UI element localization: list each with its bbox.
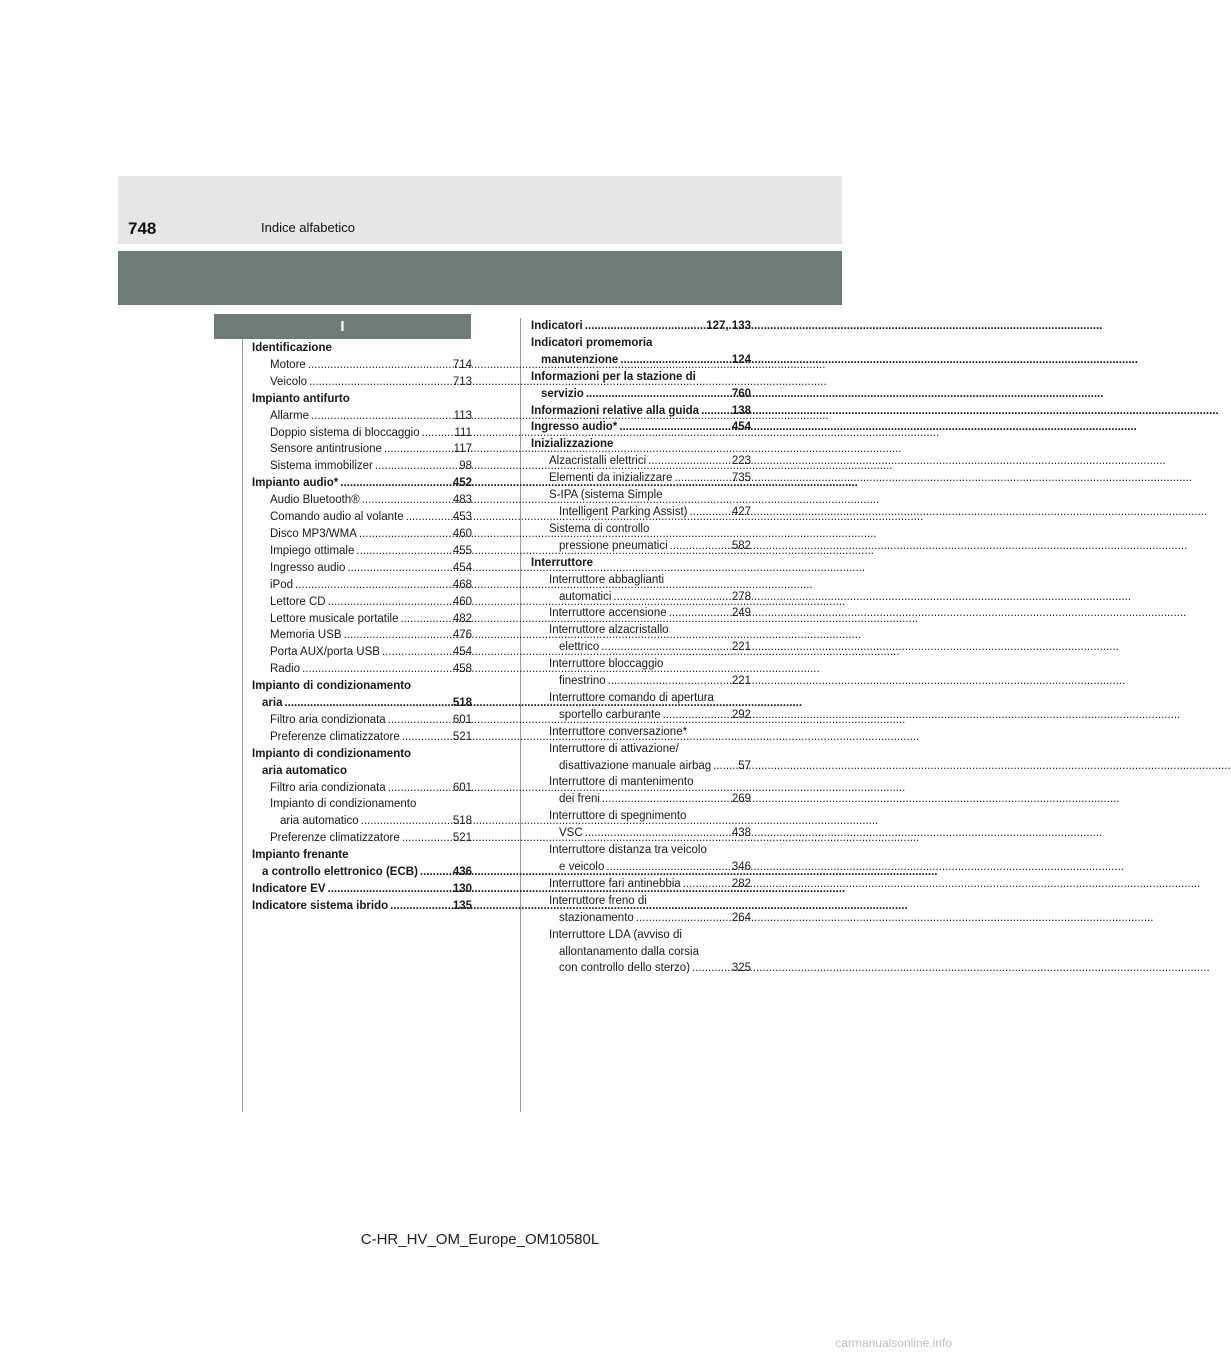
index-column-right [531, 318, 751, 977]
leader-dots [344, 627, 451, 644]
index-entry [252, 746, 472, 763]
leader-dots [619, 419, 730, 436]
index-entry-page: 249 [731, 607, 751, 620]
index-entry-term: Interruttore distanza tra veicolo [549, 844, 707, 857]
index-entry-page: 127, 133 [706, 320, 751, 332]
index-entry-term: stazionamento [559, 911, 634, 924]
index-entry-term: Interruttore di attivazione/ [549, 742, 679, 755]
leader-dots [701, 403, 730, 420]
leader-dots [601, 639, 730, 656]
index-entry [252, 847, 472, 864]
index-entry [531, 470, 751, 487]
index-entry-page: 98 [459, 460, 472, 473]
index-entry [531, 572, 751, 589]
index-entry-term: Interruttore alzacristallo [549, 624, 669, 637]
index-entry-page: 454 [731, 421, 751, 434]
leader-dots [586, 386, 730, 403]
index-entry [252, 391, 472, 408]
index-entry-term: aria automatico [262, 764, 347, 777]
index-entry [531, 622, 751, 639]
index-entry [252, 425, 472, 442]
index-entry [252, 475, 472, 492]
index-entry-term: Indicatore EV [252, 883, 326, 895]
index-entry-term: Ingresso audio [270, 561, 346, 574]
index-entry-term: Inizializzazione [531, 438, 614, 451]
index-entry-term: Allarme [270, 409, 309, 422]
index-entry-page: 518 [452, 697, 472, 710]
index-entry-term: Interruttore freno di [549, 894, 647, 907]
index-entry-page: 269 [731, 793, 751, 806]
index-entry [531, 927, 751, 944]
index-entry-term: pressione pneumatici [559, 539, 668, 552]
leader-dots [636, 910, 730, 927]
index-entry-page: 468 [452, 578, 472, 591]
leader-dots [390, 898, 451, 915]
index-entry-page: 282 [731, 877, 751, 890]
index-entry-page: 454 [452, 646, 472, 659]
index-entry-term: Comando audio al volante [270, 511, 404, 524]
index-entry [531, 724, 751, 741]
index-entry [252, 509, 472, 526]
index-entry-page: 124 [731, 353, 751, 366]
index-entry-term: a controllo elettronico (ECB) [262, 866, 418, 879]
index-entry [531, 944, 751, 961]
index-entry-term: Elementi da inizializzare [549, 472, 673, 485]
leader-dots [384, 441, 452, 458]
index-entry-term: Interruttore di spegnimento [549, 810, 687, 823]
index-entry [531, 656, 751, 673]
leader-dots [382, 644, 451, 661]
index-entry [252, 560, 472, 577]
index-entry-term: Impianto di condizionamento [270, 798, 417, 811]
index-entry [531, 386, 751, 403]
index-entry-term: Sistema immobilizer [270, 460, 373, 473]
index-entry-page: 57 [738, 759, 751, 772]
index-entry-term: Ingresso audio* [531, 421, 618, 434]
index-entry-term: Interruttore bloccaggio [549, 658, 664, 671]
leader-dots [402, 729, 451, 746]
leader-dots [302, 661, 451, 678]
index-entry [531, 487, 751, 504]
index-entry [531, 859, 751, 876]
index-entry-page: 221 [731, 641, 751, 654]
index-entry-term: Interruttore conversazione* [549, 725, 688, 738]
index-entry [531, 690, 751, 707]
index-entry-term: Preferenze climatizzatore [270, 832, 400, 845]
index-entry-term: Preferenze climatizzatore [270, 730, 400, 743]
index-entry [531, 538, 751, 555]
leader-dots [309, 374, 451, 391]
index-entry [531, 521, 751, 538]
index-entry-page: 482 [452, 612, 472, 625]
index-entry [252, 644, 472, 661]
index-entry [252, 526, 472, 543]
index-entry [531, 352, 751, 369]
index-entry-term: Interruttore accensione [549, 607, 667, 620]
leader-dots [388, 780, 451, 797]
leader-dots [670, 538, 730, 555]
index-entry [252, 864, 472, 881]
index-entry-page: 325 [731, 962, 751, 975]
leader-dots [362, 492, 451, 509]
index-entry-page: 117 [453, 443, 472, 456]
index-entry-term: Sistema di controllo [549, 522, 650, 535]
watermark: carmanualsonline.info [835, 1336, 952, 1350]
leader-dots [361, 813, 451, 830]
index-entry-page: 223 [731, 455, 751, 468]
index-entry-page: 476 [452, 629, 472, 642]
leader-dots [400, 611, 450, 628]
index-entry [531, 825, 751, 842]
index-entry-term: VSC [559, 827, 583, 840]
index-entry [252, 357, 472, 374]
leader-dots [648, 453, 730, 470]
index-entry-term: Interruttore LDA (avviso di [549, 928, 682, 941]
index-entry [252, 678, 472, 695]
index-entry-page: 292 [731, 708, 751, 721]
index-entry-term: Indicatore sistema ibrido [252, 899, 389, 912]
index-entry [531, 842, 751, 859]
index-entry-term: allontanamento dalla corsia [559, 945, 700, 958]
index-entry-term: finestrino [559, 675, 606, 688]
index-entry-page: 113 [453, 409, 472, 422]
index-entry [531, 808, 751, 825]
leader-dots [663, 707, 730, 724]
index-entry-page: 760 [731, 387, 751, 400]
index-entry-page: 130 [452, 883, 472, 895]
index-entry-term: Lettore CD [270, 595, 326, 608]
index-entry [252, 408, 472, 425]
index-entry [531, 453, 751, 470]
index-entry-term: Impianto frenante [252, 849, 349, 862]
index-entry-term: Informazioni per la stazione di [531, 370, 696, 383]
index-entry [531, 335, 751, 352]
index-entry-term: Veicolo [270, 375, 308, 388]
index-entry-term: Interruttore abbaglianti [549, 573, 665, 586]
index-entry [252, 441, 472, 458]
index-entry [531, 960, 751, 977]
index-entry-term: Sensore antintrusione [270, 443, 382, 456]
index-entry [531, 758, 751, 775]
index-entry-term: Alzacristalli elettrici [549, 455, 647, 468]
index-entry-term: sportello carburante [559, 708, 661, 721]
column-divider-left [242, 339, 243, 1112]
index-entry [531, 504, 751, 521]
leader-dots [692, 960, 730, 977]
index-entry [531, 605, 751, 622]
index-entry-term: Interruttore fari antinebbia [549, 877, 681, 890]
index-entry-term: Informazioni relative alla guida [531, 404, 700, 417]
leader-dots [375, 458, 457, 475]
index-entry [531, 419, 751, 436]
index-entry [531, 436, 751, 453]
index-entry [531, 741, 751, 758]
leader-dots [606, 859, 729, 876]
index-entry-page: 346 [731, 861, 751, 873]
index-entry-page: 135 [452, 899, 472, 912]
index-entry-term: iPod [270, 578, 294, 591]
index-entry-page: 521 [452, 730, 472, 743]
index-entry-term: Interruttore [531, 556, 593, 569]
leader-dots [585, 318, 704, 335]
index-entry-term: Interruttore comando di apertura [549, 691, 714, 704]
index-entry-term: Indicatori promemoria [531, 336, 653, 349]
index-entry-page: 438 [731, 827, 751, 840]
leader-dots [602, 791, 730, 808]
index-entry-page: 453 [452, 511, 472, 524]
leader-dots [388, 712, 451, 729]
index-entry [252, 492, 472, 509]
index-entry [531, 639, 751, 656]
index-entry [531, 893, 751, 910]
leader-dots [328, 881, 451, 898]
index-entry-page: 601 [452, 713, 472, 726]
index-entry-page: 221 [731, 675, 751, 688]
index-entry-term: Audio Bluetooth® [270, 494, 360, 507]
index-entry-term: Indicatori [531, 320, 583, 332]
index-entry-term: Intelligent Parking Assist) [559, 505, 688, 518]
index-entry [252, 729, 472, 746]
index-entry [531, 774, 751, 791]
document-code: C-HR_HV_OM_Europe_OM10580L [360, 1231, 600, 1248]
leader-dots [713, 758, 736, 775]
index-entry-term: aria automatico [280, 815, 359, 828]
index-entry-page: 601 [452, 781, 472, 794]
leader-dots [284, 695, 450, 712]
leader-dots [340, 475, 451, 492]
index-entry-page: 518 [452, 815, 472, 828]
index-entry [252, 881, 472, 898]
leader-dots [308, 357, 451, 374]
leader-dots [402, 830, 451, 847]
index-entry-term: Doppio sistema di bloccaggio [270, 426, 420, 439]
leader-dots [406, 509, 451, 526]
index-entry-term: Porta AUX/porta USB [270, 646, 380, 659]
index-entry-term: disattivazione manuale airbag [559, 759, 712, 772]
index-entry [252, 543, 472, 560]
index-entry-page: 452 [452, 477, 472, 490]
index-entry-term: Identificazione [252, 342, 332, 354]
leader-dots [422, 425, 453, 442]
index-entry-term: elettrico [559, 641, 600, 654]
index-entry-page: 264 [731, 911, 751, 924]
index-entry-page: 436 [452, 866, 472, 879]
leader-dots [669, 605, 730, 622]
index-entry-page: 714 [452, 358, 472, 371]
index-entry-term: Memoria USB [270, 629, 342, 642]
page-number: 748 [128, 219, 157, 238]
index-entry-term: servizio [541, 387, 584, 400]
index-entry-term: Impianto antifurto [252, 392, 350, 405]
index-entry-term: Interruttore di mantenimento [549, 776, 694, 789]
leader-dots [683, 876, 730, 893]
index-entry [252, 594, 472, 611]
index-entry-term: Impianto di condizionamento [252, 747, 412, 760]
index-entry [252, 830, 472, 847]
leader-dots [311, 408, 452, 425]
index-entry [252, 661, 472, 678]
index-entry [252, 796, 472, 813]
index-entry-term: Motore [270, 358, 306, 371]
index-entry-term: Impianto audio* [252, 477, 339, 490]
leader-dots [347, 560, 450, 577]
index-entry [531, 876, 751, 893]
index-entry [531, 589, 751, 606]
index-entry-term: Filtro aria condizionata [270, 781, 386, 794]
index-entry [252, 763, 472, 780]
index-entry [531, 673, 751, 690]
index-entry-page: 427 [731, 505, 751, 518]
index-entry [252, 695, 472, 712]
index-column-left [252, 340, 472, 915]
leader-dots [295, 577, 451, 594]
index-entry-term: Lettore musicale portatile [270, 612, 399, 625]
index-entry [252, 780, 472, 797]
leader-dots [613, 589, 729, 606]
leader-dots [608, 673, 730, 690]
index-entry-term: con controllo dello sterzo) [559, 962, 691, 975]
index-entry [531, 910, 751, 927]
index-entry-page: 278 [731, 590, 751, 603]
index-entry-term: manutenzione [541, 353, 619, 366]
index-entry [252, 813, 472, 830]
index-entry [252, 577, 472, 594]
index-entry-page: 713 [452, 375, 472, 388]
index-entry [252, 458, 472, 475]
index-entry-term: S-IPA (sistema Simple [549, 489, 663, 502]
index-entry [531, 707, 751, 724]
index-entry [252, 712, 472, 729]
index-entry-page: 582 [731, 539, 751, 552]
leader-dots [328, 594, 451, 611]
index-entry-term: Impiego ottimale [270, 544, 355, 557]
header-band [118, 176, 842, 244]
index-entry [531, 369, 751, 386]
index-entry [252, 611, 472, 628]
index-entry-page: 521 [452, 832, 472, 845]
index-entry-page: 735 [731, 472, 751, 485]
index-entry [531, 555, 751, 572]
index-entry-term: Impianto di condizionamento [252, 680, 412, 693]
index-entry-page: 454 [452, 561, 472, 574]
leader-dots [356, 543, 450, 560]
index-entry [252, 374, 472, 391]
leader-dots [359, 526, 451, 543]
index-entry [531, 403, 751, 420]
index-entry-page: 483 [452, 494, 472, 507]
index-entry-term: e veicolo [559, 861, 605, 873]
index-entry [252, 898, 472, 915]
index-entry-term: Filtro aria condizionata [270, 713, 386, 726]
index-entry-page: 111 [454, 426, 472, 439]
index-entry [252, 627, 472, 644]
header-dark-band [118, 251, 842, 305]
index-entry-term: dei freni [559, 793, 600, 806]
leader-dots [585, 825, 730, 842]
index-entry [252, 340, 472, 357]
index-entry [531, 318, 751, 335]
index-entry-term: Radio [270, 663, 301, 676]
index-entry-term: aria [262, 697, 283, 710]
index-entry-page: 460 [452, 595, 472, 608]
index-entry-page: 460 [452, 527, 472, 540]
index-entry-term: Disco MP3/WMA [270, 527, 357, 540]
section-title: Indice alfabetico [261, 220, 355, 235]
index-entry-term: automatici [559, 590, 612, 603]
index-entry-page: 138 [731, 404, 751, 417]
leader-dots [674, 470, 729, 487]
leader-dots [420, 864, 451, 881]
index-entry-page: 455 [452, 544, 472, 557]
index-entry [531, 791, 751, 808]
index-letter-tab: I [214, 314, 471, 339]
leader-dots [620, 352, 730, 369]
leader-dots [689, 504, 729, 521]
index-entry-page: 458 [452, 663, 472, 676]
